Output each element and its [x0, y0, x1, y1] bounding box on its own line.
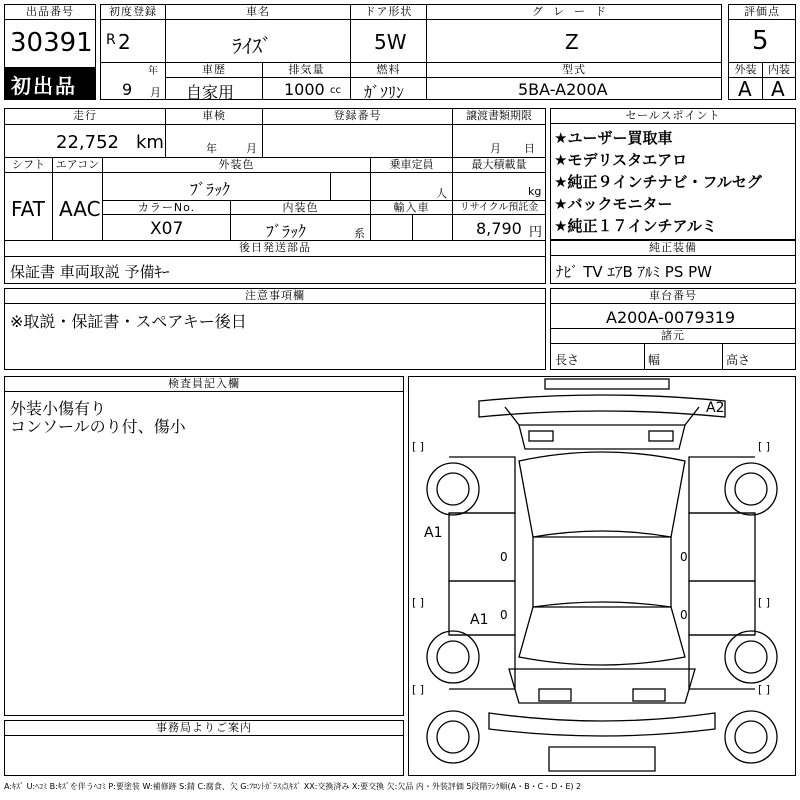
notes: ※取説・保証書・スペアキー後日 [10, 312, 247, 331]
exterior-label: 外装 [729, 63, 762, 78]
import-label: 輸入車 [393, 201, 430, 214]
color-no-label: カラーNo. [137, 201, 196, 214]
width-label: 幅 [648, 353, 661, 367]
grade-label: グレード [427, 5, 721, 20]
equipment-label: 純正装備 [551, 241, 795, 256]
zero-mark: 0 [680, 550, 688, 564]
damage-mark-a1: A1 [424, 525, 443, 541]
interior-grade: A [771, 77, 785, 101]
capacity-unit: 人 [436, 187, 447, 200]
interior-label: 内装 [763, 63, 795, 78]
bracket-mark: [ ] [758, 596, 771, 609]
length-label: 長さ [555, 353, 580, 367]
lot-number-label: 出品番号 [5, 5, 95, 20]
zero-mark: 0 [500, 550, 508, 564]
mileage-label: 走行 [73, 109, 97, 122]
bracket-mark: [ ] [412, 683, 425, 696]
ext-color-label: 外装色 [218, 158, 255, 171]
ac: AAC [59, 197, 101, 221]
history: 自家用 [186, 83, 235, 102]
shift-label: シフト [12, 158, 45, 171]
mileage-unit: km [136, 132, 164, 153]
shift: FAT [11, 197, 46, 221]
sales-points-list [554, 127, 762, 237]
model-label: 型式 [427, 63, 721, 78]
load-unit: kg [528, 185, 542, 198]
sales-points-label: セールスポイント [551, 109, 795, 124]
transfer-month-unit: 月 [490, 142, 501, 155]
inspection-year-unit: 年 [206, 142, 217, 155]
grade: Z [565, 30, 579, 54]
fuel-label: 燃料 [351, 63, 426, 78]
era: R [106, 32, 116, 48]
lot-number: 30391 [10, 28, 93, 58]
sales-point: ★純正１７インチアルミ [554, 217, 717, 235]
car-diagram [409, 377, 795, 775]
mileage: 22,752 [56, 132, 119, 153]
door: 5W [374, 30, 407, 54]
displacement-unit: cc [330, 85, 341, 96]
chassis-label: 車台番号 [551, 289, 795, 304]
inspector-line: 外装小傷有り [10, 399, 107, 418]
sales-point: ★ユーザー買取車 [554, 129, 673, 147]
recycle-unit: 円 [529, 225, 543, 240]
month-unit: 月 [150, 86, 161, 99]
later-parts-label: 後日発送部品 [239, 241, 311, 254]
exterior-grade: A [738, 77, 752, 101]
inspection-month-unit: 月 [246, 142, 257, 155]
inspection-label: 車検 [202, 109, 226, 122]
displacement: 1000 [284, 80, 325, 99]
equipment: ﾅﾋﾞ TV ｴｱB ｱﾙﾐ PS PW [556, 263, 712, 281]
score: 5 [752, 26, 769, 56]
reg-no-label: 登録番号 [333, 109, 382, 122]
height-label: 高さ [726, 353, 751, 367]
transfer-label: 譲渡書類期限 [466, 109, 532, 122]
damage-mark-a1: A1 [470, 612, 489, 628]
capacity-label: 乗車定員 [389, 158, 434, 171]
first-listing-text: 初出品 [11, 74, 77, 98]
int-color-suffix: 系 [354, 227, 365, 240]
displacement-label: 排気量 [263, 63, 350, 78]
sales-point: ★モデリスタエアロ [554, 151, 688, 169]
first-reg-label: 初度登録 [101, 5, 165, 20]
bracket-mark: [ ] [758, 440, 771, 453]
ac-label: エアコン [55, 158, 100, 171]
load-label: 最大積載量 [471, 158, 527, 171]
car-name: ﾗｲｽﾞ [232, 34, 272, 58]
first-reg-year: 2 [118, 30, 131, 54]
int-color-label: 内装色 [282, 201, 319, 214]
recycle-label: リサイクル預託金 [459, 202, 539, 213]
chassis-number: A200A-0079319 [606, 308, 736, 327]
recycle: 8,790 [476, 219, 522, 238]
sales-point: ★純正９インチナビ・フルセグ [554, 173, 762, 191]
car-name-label: 車名 [166, 5, 350, 20]
ext-color: ﾌﾞﾗｯｸ [190, 180, 231, 199]
history-label: 車歴 [166, 63, 262, 78]
inspector-label: 検査員記入欄 [5, 377, 403, 392]
damage-legend: A:ｷｽﾞ U:ﾍｺﾐ B:ｷｽﾞを伴うﾍｺﾐ P:要塗装 W:補修跡 S:錆 C:腐食、欠 G:ﾌﾛﾝﾄｶﾞﾗｽ点ｷｽﾞ XX:交換済み X:要交換 欠:欠品 内・外装評価 5段階ﾗﾝｸ順(A・B・C・D・E) 2 [4, 782, 582, 791]
office-label: 事務局よりご案内 [5, 721, 403, 736]
score-label: 評価点 [729, 5, 795, 20]
transfer-day-unit: 日 [524, 142, 535, 155]
int-color: ﾌﾞﾗｯｸ [266, 222, 307, 241]
year-unit: 年 [148, 66, 158, 77]
notes-label: 注意事項欄 [5, 289, 545, 304]
bracket-mark: [ ] [758, 683, 771, 696]
sales-point: ★バックモニター [554, 195, 673, 213]
door-label: ドア形状 [351, 5, 426, 20]
spec-label: 諸元 [551, 329, 795, 344]
model: 5BA-A200A [518, 80, 608, 99]
inspector-line: コンソールのり付、傷小 [10, 417, 186, 436]
bracket-mark: [ ] [412, 596, 425, 609]
bracket-mark: [ ] [412, 440, 425, 453]
fuel: ｶﾞｿﾘﾝ [364, 83, 405, 102]
later-parts: 保証書 車両取説 予備ｷｰ [10, 263, 170, 281]
color-no: X07 [150, 219, 184, 239]
zero-mark: 0 [680, 608, 688, 622]
first-reg-month: 9 [122, 80, 133, 99]
damage-mark-a2: A2 [706, 400, 725, 416]
zero-mark: 0 [500, 608, 508, 622]
